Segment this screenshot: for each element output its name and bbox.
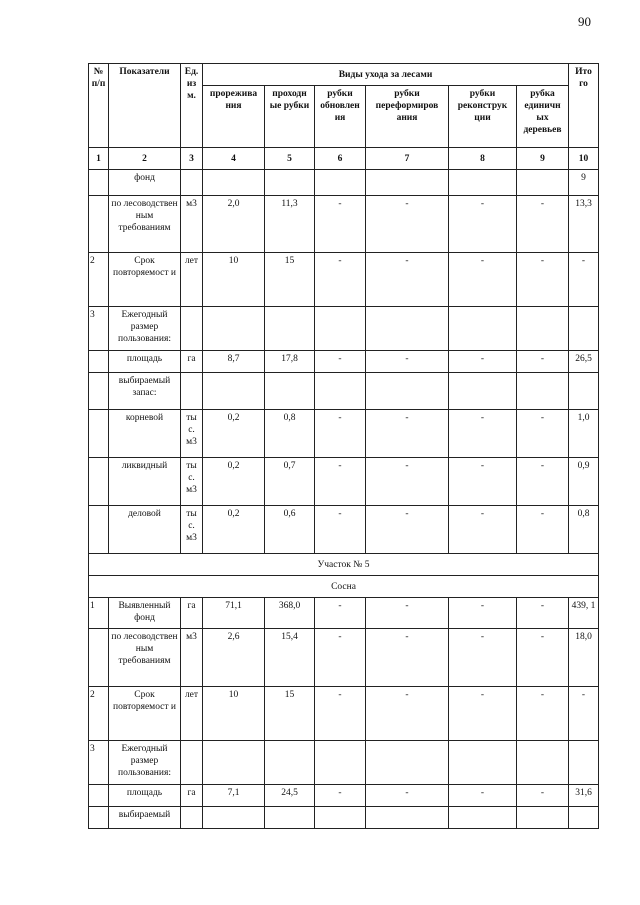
value-cell: - <box>449 196 517 253</box>
table-row <box>89 373 599 410</box>
header-reformation-cutting: рубки переформиров ания <box>366 86 449 148</box>
value-cell: 0,7 <box>265 458 315 506</box>
value-cell: - <box>366 196 449 253</box>
table-row <box>89 253 599 307</box>
value-cell: 7,1 <box>203 785 265 807</box>
total-cell <box>569 307 599 351</box>
indicator-cell: по лесоводствен ным требованиям <box>109 196 181 253</box>
unit-cell <box>181 373 203 410</box>
indicator-cell: корневой <box>109 410 181 458</box>
value-cell: - <box>315 196 366 253</box>
total-cell: - <box>569 687 599 741</box>
value-cell <box>449 373 517 410</box>
value-cell: - <box>315 506 366 554</box>
value-cell: - <box>449 687 517 741</box>
value-cell: - <box>366 687 449 741</box>
total-cell <box>569 741 599 785</box>
header-single-tree-cutting: рубка единичн ых деревьев <box>517 86 569 148</box>
value-cell: 10 <box>203 253 265 307</box>
value-cell <box>265 170 315 196</box>
value-cell <box>366 307 449 351</box>
table-row <box>89 506 599 554</box>
value-cell: - <box>315 351 366 373</box>
column-number: 10 <box>569 148 599 170</box>
header-reconstruction-cutting: рубки реконструк ции <box>449 86 517 148</box>
value-cell <box>517 807 569 829</box>
unit-cell: ты с. м3 <box>181 506 203 554</box>
column-number: 8 <box>449 148 517 170</box>
table-row <box>89 170 599 196</box>
value-cell: - <box>517 629 569 687</box>
value-cell: - <box>366 506 449 554</box>
header-unit: Ед. из м. <box>181 64 203 148</box>
indicator-cell: деловой <box>109 506 181 554</box>
value-cell: - <box>449 598 517 629</box>
value-cell: - <box>517 351 569 373</box>
unit-cell: м3 <box>181 196 203 253</box>
indicator-cell: площадь <box>109 785 181 807</box>
value-cell <box>265 741 315 785</box>
value-cell: - <box>366 785 449 807</box>
total-cell <box>569 373 599 410</box>
column-number: 7 <box>366 148 449 170</box>
indicator-cell: ликвидный <box>109 458 181 506</box>
value-cell: - <box>517 410 569 458</box>
value-cell <box>315 373 366 410</box>
unit-cell: ты с. м3 <box>181 410 203 458</box>
value-cell <box>449 307 517 351</box>
value-cell: 11,3 <box>265 196 315 253</box>
value-cell <box>265 807 315 829</box>
value-cell: - <box>517 506 569 554</box>
value-cell: 8,7 <box>203 351 265 373</box>
value-cell: - <box>315 598 366 629</box>
indicator-cell: Срок повторяемост и <box>109 687 181 741</box>
column-number: 4 <box>203 148 265 170</box>
value-cell <box>517 741 569 785</box>
table-row <box>89 785 599 807</box>
total-cell <box>569 807 599 829</box>
header-total: Ито го <box>569 64 599 148</box>
value-cell: - <box>366 629 449 687</box>
value-cell: - <box>449 629 517 687</box>
value-cell: - <box>449 351 517 373</box>
total-cell: 439, 1 <box>569 598 599 629</box>
table-row <box>89 458 599 506</box>
header-passage-cutting: проходн ые рубки <box>265 86 315 148</box>
value-cell <box>517 170 569 196</box>
value-cell <box>366 373 449 410</box>
value-cell: 15 <box>265 253 315 307</box>
value-cell <box>517 373 569 410</box>
indicator-cell: площадь <box>109 351 181 373</box>
value-cell: - <box>366 410 449 458</box>
total-cell: 1,0 <box>569 410 599 458</box>
column-number: 3 <box>181 148 203 170</box>
table-row <box>89 598 599 629</box>
unit-cell: ты с. м3 <box>181 458 203 506</box>
value-cell <box>203 741 265 785</box>
value-cell <box>203 373 265 410</box>
value-cell <box>517 307 569 351</box>
value-cell: 17,8 <box>265 351 315 373</box>
value-cell <box>203 807 265 829</box>
row-num-cell <box>89 170 109 196</box>
unit-cell: лет <box>181 253 203 307</box>
value-cell <box>315 307 366 351</box>
total-cell: 9 <box>569 170 599 196</box>
value-cell: 10 <box>203 687 265 741</box>
value-cell <box>366 807 449 829</box>
row-num-cell <box>89 373 109 410</box>
total-cell: 18,0 <box>569 629 599 687</box>
unit-cell <box>181 741 203 785</box>
table-row <box>89 687 599 741</box>
value-cell: - <box>449 785 517 807</box>
table-row <box>89 807 599 829</box>
indicator-cell: Ежегодный размер пользования: <box>109 741 181 785</box>
row-num-cell <box>89 629 109 687</box>
total-cell: 13,3 <box>569 196 599 253</box>
total-cell: - <box>569 253 599 307</box>
indicator-cell: выбираемый запас: <box>109 373 181 410</box>
value-cell: - <box>315 410 366 458</box>
row-num-cell <box>89 351 109 373</box>
row-num-cell: 1 <box>89 598 109 629</box>
value-cell: - <box>366 253 449 307</box>
forest-care-table <box>88 63 599 829</box>
value-cell: - <box>449 253 517 307</box>
column-number: 2 <box>109 148 181 170</box>
value-cell: 0,2 <box>203 410 265 458</box>
value-cell: 15,4 <box>265 629 315 687</box>
unit-cell: га <box>181 785 203 807</box>
header-indicators: Показатели <box>109 64 181 148</box>
value-cell <box>449 807 517 829</box>
value-cell <box>315 170 366 196</box>
value-cell: - <box>517 458 569 506</box>
row-num-cell <box>89 196 109 253</box>
value-cell: 0,2 <box>203 458 265 506</box>
column-number: 6 <box>315 148 366 170</box>
table-row <box>89 410 599 458</box>
section-title: Участок № 5 <box>89 554 599 576</box>
header-thinning: прорежива ния <box>203 86 265 148</box>
value-cell: - <box>449 506 517 554</box>
value-cell: 2,0 <box>203 196 265 253</box>
indicator-cell: выбираемый <box>109 807 181 829</box>
indicator-cell: Выявленный фонд <box>109 598 181 629</box>
table-row <box>89 196 599 253</box>
table-row <box>89 351 599 373</box>
row-num-cell <box>89 410 109 458</box>
value-cell <box>203 307 265 351</box>
value-cell <box>265 373 315 410</box>
value-cell <box>449 741 517 785</box>
value-cell: 71,1 <box>203 598 265 629</box>
value-cell <box>265 307 315 351</box>
value-cell: - <box>517 785 569 807</box>
value-cell <box>366 741 449 785</box>
unit-cell: га <box>181 351 203 373</box>
value-cell: 0,6 <box>265 506 315 554</box>
value-cell <box>366 170 449 196</box>
value-cell: 0,2 <box>203 506 265 554</box>
table-row <box>89 741 599 785</box>
value-cell: 368,0 <box>265 598 315 629</box>
value-cell: - <box>315 785 366 807</box>
row-num-cell <box>89 807 109 829</box>
value-cell <box>315 741 366 785</box>
row-num-cell <box>89 506 109 554</box>
header-renewal-cutting: рубки обновлен ия <box>315 86 366 148</box>
header-num: № п/п <box>89 64 109 148</box>
value-cell <box>203 170 265 196</box>
value-cell: - <box>315 629 366 687</box>
unit-cell: га <box>181 598 203 629</box>
page-number: 90 <box>578 14 591 29</box>
value-cell: 0,8 <box>265 410 315 458</box>
value-cell: - <box>449 410 517 458</box>
value-cell: - <box>517 598 569 629</box>
value-cell: - <box>366 458 449 506</box>
table-row <box>89 629 599 687</box>
total-cell: 31,6 <box>569 785 599 807</box>
value-cell: - <box>366 598 449 629</box>
value-cell: 24,5 <box>265 785 315 807</box>
value-cell: - <box>366 351 449 373</box>
row-num-cell <box>89 785 109 807</box>
total-cell: 26,5 <box>569 351 599 373</box>
value-cell: 2,6 <box>203 629 265 687</box>
indicator-cell: по лесоводствен ным требованиям <box>109 629 181 687</box>
row-num-cell: 3 <box>89 741 109 785</box>
value-cell <box>315 807 366 829</box>
header-care-types: Виды ухода за лесами <box>203 64 569 86</box>
column-number: 1 <box>89 148 109 170</box>
unit-cell <box>181 807 203 829</box>
table-row <box>89 307 599 351</box>
value-cell: - <box>517 687 569 741</box>
total-cell: 0,9 <box>569 458 599 506</box>
indicator-cell: Срок повторяемост и <box>109 253 181 307</box>
row-num-cell <box>89 458 109 506</box>
section-subtitle: Сосна <box>89 576 599 598</box>
row-num-cell: 2 <box>89 687 109 741</box>
row-num-cell: 2 <box>89 253 109 307</box>
value-cell <box>449 170 517 196</box>
unit-cell: м3 <box>181 629 203 687</box>
value-cell: - <box>449 458 517 506</box>
value-cell: - <box>315 687 366 741</box>
unit-cell <box>181 170 203 196</box>
indicator-cell: Ежегодный размер пользования: <box>109 307 181 351</box>
row-num-cell: 3 <box>89 307 109 351</box>
column-number: 5 <box>265 148 315 170</box>
value-cell: - <box>315 253 366 307</box>
total-cell: 0,8 <box>569 506 599 554</box>
value-cell: - <box>517 196 569 253</box>
value-cell: - <box>315 458 366 506</box>
column-number: 9 <box>517 148 569 170</box>
value-cell: 15 <box>265 687 315 741</box>
indicator-cell: фонд <box>109 170 181 196</box>
unit-cell <box>181 307 203 351</box>
value-cell: - <box>517 253 569 307</box>
unit-cell: лет <box>181 687 203 741</box>
